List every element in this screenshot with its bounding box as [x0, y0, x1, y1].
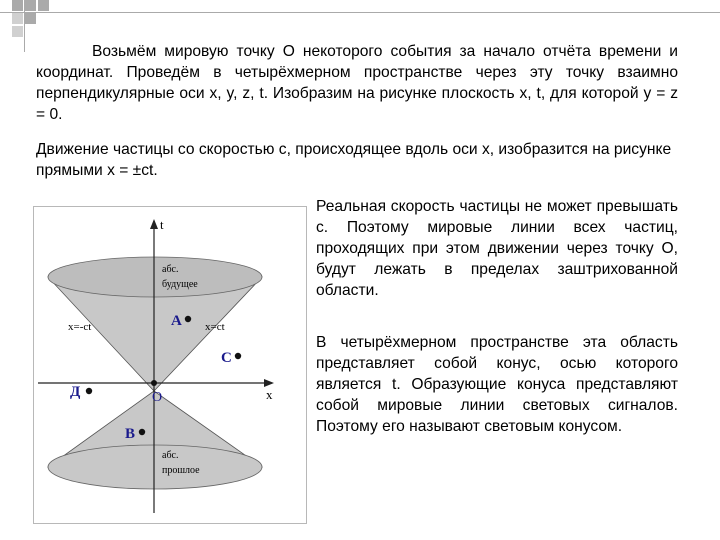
point-c-label: C [221, 350, 232, 366]
point-a-label: A [171, 313, 182, 329]
future-cone-rim [48, 257, 262, 297]
origin-point [151, 380, 157, 386]
x-axis-arrow [264, 379, 274, 387]
point-b [139, 429, 145, 435]
light-cone-paragraph: В четырёхмерном пространстве эта область представляет собой конус, осью которого является t. Образующие конуса представляют собой мировые линии световых сигналов. Поэтому его называют световым конусом. [316, 334, 678, 435]
motion-paragraph: Движение частицы со скоростью с, происходящее вдоль оси x, изобразится на рисунке прямыми x = ±ct. [36, 141, 672, 179]
corner-square [25, 0, 36, 11]
right-light-line-label: x=ct [205, 321, 225, 333]
intro-paragraph: Возьмём мировую точку О некоторого события за начало отчёта времени и координат. Проведём в четырёхмерном пространстве через эту точку взаимно перпендикулярные оси x, y, z, t. Изобразим на рисунке плоскость x, t, для которой y = z = 0. [36, 43, 678, 123]
corner-square [12, 13, 23, 24]
left-light-line-label: x=-ct [68, 321, 92, 333]
future-label-line2: будущее [162, 279, 198, 290]
corner-rule-horizontal [0, 12, 720, 13]
past-label-line1: абс. [162, 450, 179, 461]
corner-rule-vertical [24, 0, 25, 52]
point-d [86, 388, 92, 394]
corner-square [12, 26, 23, 37]
velocity-limit-paragraph: Реальная скорость частицы не может превышать с. Поэтому мировые линии всех частиц, проходящих при этом движении через точку О, будут лежать в пределах заштрихованной области. [316, 198, 678, 299]
point-d-label: Д [70, 384, 81, 400]
point-a [185, 316, 191, 322]
light-cone-svg [34, 207, 306, 523]
t-axis-arrow [150, 219, 158, 229]
past-cone-rim [48, 445, 262, 489]
point-c [235, 353, 241, 359]
corner-square [38, 0, 49, 11]
corner-square [25, 13, 36, 24]
light-cone-diagram [33, 206, 307, 524]
past-label-line2: прошлое [162, 465, 200, 476]
t-axis-label: t [160, 217, 164, 232]
future-label-line1: абс. [162, 264, 179, 275]
origin-label: O [152, 390, 163, 405]
corner-square [12, 0, 23, 11]
point-b-label: B [125, 426, 136, 442]
x-axis-label: x [266, 387, 273, 402]
